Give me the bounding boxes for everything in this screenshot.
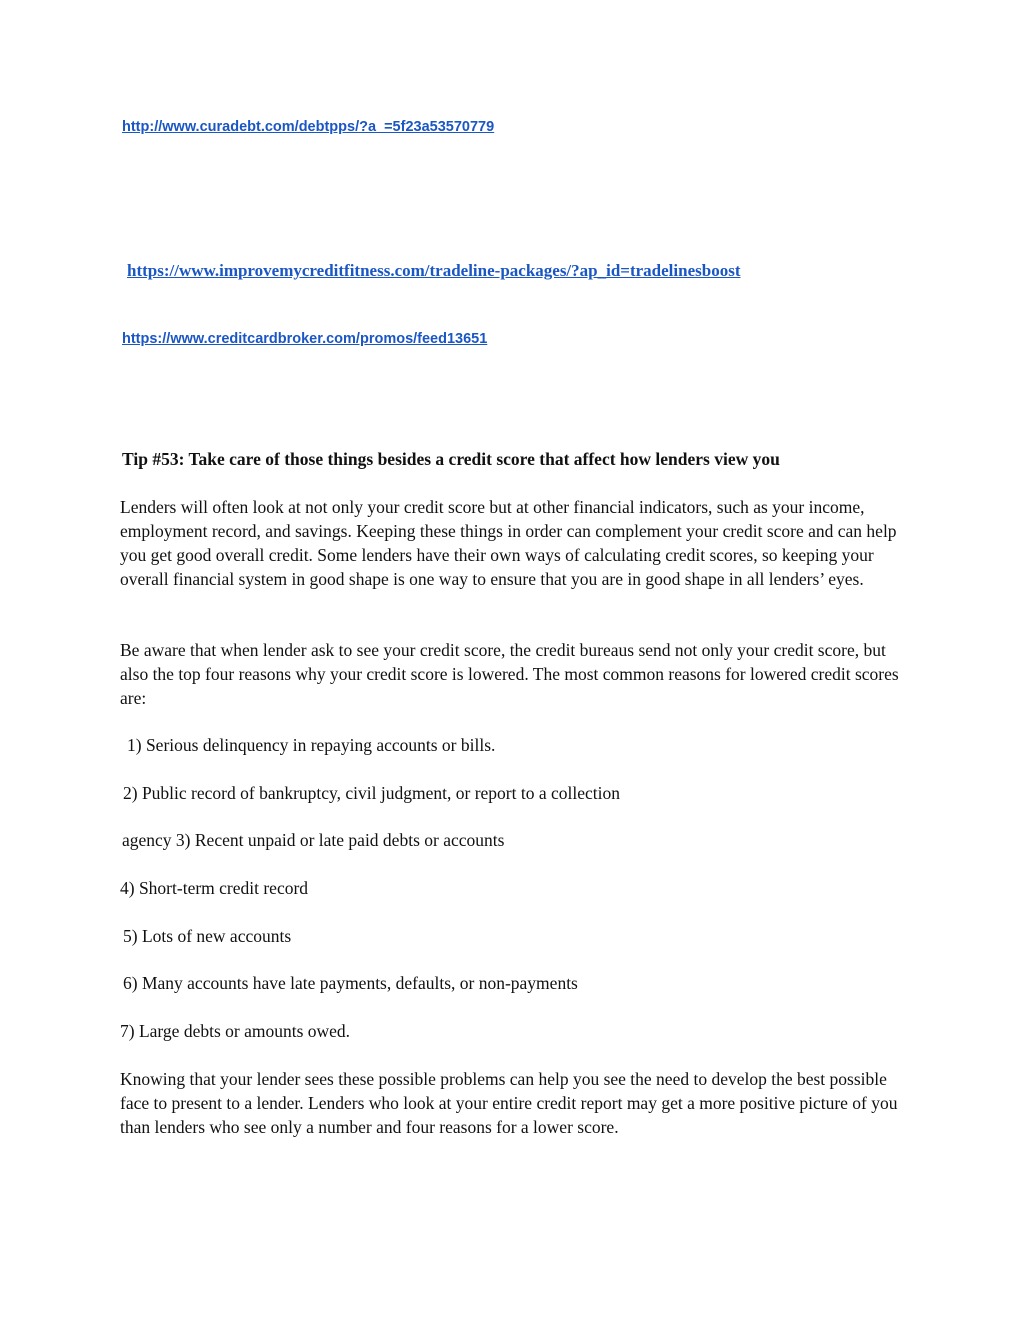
reason-item: 1) Serious delinquency in repaying accounts or bills. bbox=[127, 735, 496, 755]
closing-paragraph: Knowing that your lender sees these possible problems can help you see the need to develop the best possible face to present to a lender. Lenders who look at your entire credit report may get a more positive picture of you than lenders who see only a number and four reasons for a lower score. bbox=[120, 1069, 898, 1137]
reason-item: 4) Short-term credit record bbox=[120, 878, 309, 898]
reason-item: agency 3) Recent unpaid or late paid debts or accounts bbox=[122, 830, 505, 850]
awareness-paragraph: Be aware that when lender ask to see your credit score, the credit bureaus send not only your credit score, but also the top four reasons why your credit score is lowered. The most common reasons for lowered credit scores are: bbox=[120, 640, 899, 708]
reason-item: 5) Lots of new accounts bbox=[123, 926, 292, 946]
curadebt-link[interactable]: http://www.curadebt.com/debtpps/?a_=5f23a53570779 bbox=[122, 119, 495, 135]
creditcardbroker-link[interactable]: https://www.creditcardbroker.com/promos/feed13651 bbox=[122, 331, 488, 347]
reason-item: 7) Large debts or amounts owed. bbox=[120, 1021, 351, 1041]
tip-heading: Tip #53: Take care of those things besides a credit score that affect how lenders view you bbox=[122, 449, 780, 469]
reason-item: 6) Many accounts have late payments, defaults, or non-payments bbox=[123, 973, 578, 993]
intro-paragraph: Lenders will often look at not only your credit score but at other financial indicators, such as your income, employment record, and savings. Keeping these things in order can complement your credit score and can help you get good overall credit. Some lenders have their own ways of calculating credit scores, so keeping your overall financial system in good shape is one way to ensure that you are in good shape in all lenders’ eyes. bbox=[120, 497, 897, 589]
improvemycreditfitness-link[interactable]: https://www.improvemycreditfitness.com/tradeline-packages/?ap_id=tradelinesboost bbox=[127, 261, 741, 280]
reason-item: 2) Public record of bankruptcy, civil judgment, or report to a collection bbox=[123, 783, 620, 803]
